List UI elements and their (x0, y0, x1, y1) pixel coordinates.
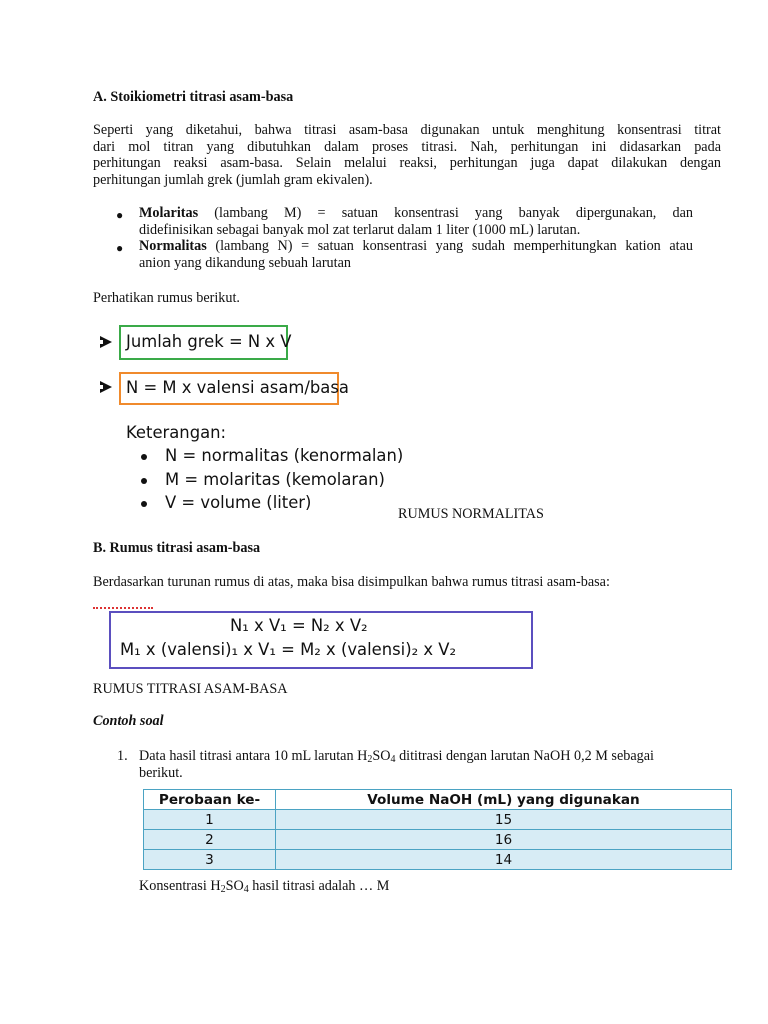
subscript: 2 (220, 884, 226, 895)
question-number: 1. (117, 748, 128, 764)
keterangan-item: N = normalitas (kenormalan) (165, 446, 404, 465)
bullet-icon (141, 454, 147, 460)
keterangan-item: M = molaritas (kemolaran) (165, 470, 385, 489)
definition-text: anion yang dikandung sebuah larutan (139, 254, 351, 271)
keterangan-item: V = volume (liter) (165, 493, 312, 512)
subscript: 2 (367, 754, 373, 765)
caption-titrasi: RUMUS TITRASI ASAM-BASA (93, 681, 288, 697)
table-cell: 14 (276, 850, 732, 870)
arrow-bullet-icon (100, 336, 112, 348)
question-text (139, 748, 654, 769)
column-header: Perobaan ke- (144, 790, 276, 810)
question-text-part: hasil titrasi adalah … M (248, 878, 390, 894)
data-table-wrapper (143, 789, 732, 870)
column-header: Volume NaOH (mL) yang digunakan (276, 790, 732, 810)
definition-text: (lambang N) = satuan konsentrasi yang sudah memperhitungkan kation atau (206, 238, 693, 254)
bullet-icon: ● (116, 241, 124, 255)
list-item-normalitas (139, 238, 693, 271)
paragraph-line: perhitungan reaksi asam-basa. Selain melalui reaksi, perhitungan juga dapat dilakukan dengan (93, 155, 721, 171)
formula-grek: Jumlah grek = N x V (126, 332, 292, 351)
list-item-molaritas (139, 205, 693, 238)
question-text-part: SO (372, 748, 391, 764)
titration-table (143, 789, 732, 870)
question-text-line2: berikut. (139, 765, 183, 781)
table-row (144, 810, 732, 830)
table-cell: 16 (276, 830, 732, 850)
paragraph-line: perhitungan jumlah grek (jumlah gram ekivalen). (93, 171, 373, 188)
question-text-part: Konsentrasi H (139, 878, 221, 894)
subscript: 4 (390, 754, 396, 765)
bullet-icon: ● (116, 208, 124, 222)
formula-intro: Perhatikan rumus berikut. (93, 290, 240, 306)
table-cell: 1 (144, 810, 276, 830)
table-header-row (144, 790, 732, 810)
table-row (144, 830, 732, 850)
formula-normalitas: N = M x valensi asam/basa (126, 378, 349, 397)
section-b-paragraph: Berdasarkan turunan rumus di atas, maka bisa disimpulkan bahwa rumus titrasi asam-basa: (93, 574, 610, 590)
bullet-icon (141, 501, 147, 507)
table-cell: 2 (144, 830, 276, 850)
formula-titrasi-molaritas: M₁ x (valensi)₁ x V₁ = M₂ x (valensi)₂ x V₂ (120, 640, 457, 659)
formula-titrasi-normalitas: N₁ x V₁ = N₂ x V₂ (230, 616, 368, 635)
keterangan-title: Keterangan: (126, 423, 227, 442)
paragraph-line: Seperti yang diketahui, bahwa titrasi asam-basa digunakan untuk menghitung konsentrasi titrat (93, 122, 721, 138)
section-b-heading: B. Rumus titrasi asam-basa (93, 540, 261, 556)
question-text-part: SO (225, 878, 244, 894)
subscript: 4 (243, 884, 249, 895)
definition-text: didefinisikan sebagai banyak mol zat terlarut dalam 1 liter (1000 mL) larutan. (139, 221, 581, 238)
question-text-part: dititrasi dengan larutan NaOH 0,2 M sebagai (395, 748, 654, 764)
caption-normalitas: RUMUS NORMALITAS (398, 506, 544, 522)
bullet-icon (141, 478, 147, 484)
section-a-heading: A. Stoikiometri titrasi asam-basa (93, 89, 294, 105)
term-molaritas: Molaritas (139, 205, 199, 221)
table-cell: 3 (144, 850, 276, 870)
section-a-paragraph (93, 122, 721, 188)
question-text-part: Data hasil titrasi antara 10 mL larutan H (139, 748, 368, 764)
definition-text: (lambang M) = satuan konsentrasi yang banyak dipergunakan, dan (198, 205, 693, 221)
paragraph-line: dari mol titran yang dibutuhkan dalam proses titrasi. Nah, perhitungan ini didasarkan pada (93, 138, 721, 155)
arrow-bullet-icon (100, 381, 112, 393)
table-cell: 15 (276, 810, 732, 830)
term-normalitas: Normalitas (139, 238, 207, 254)
contoh-heading: Contoh soal (93, 713, 164, 729)
table-row (144, 850, 732, 870)
spellcheck-mark (93, 603, 153, 609)
final-question (139, 878, 389, 899)
